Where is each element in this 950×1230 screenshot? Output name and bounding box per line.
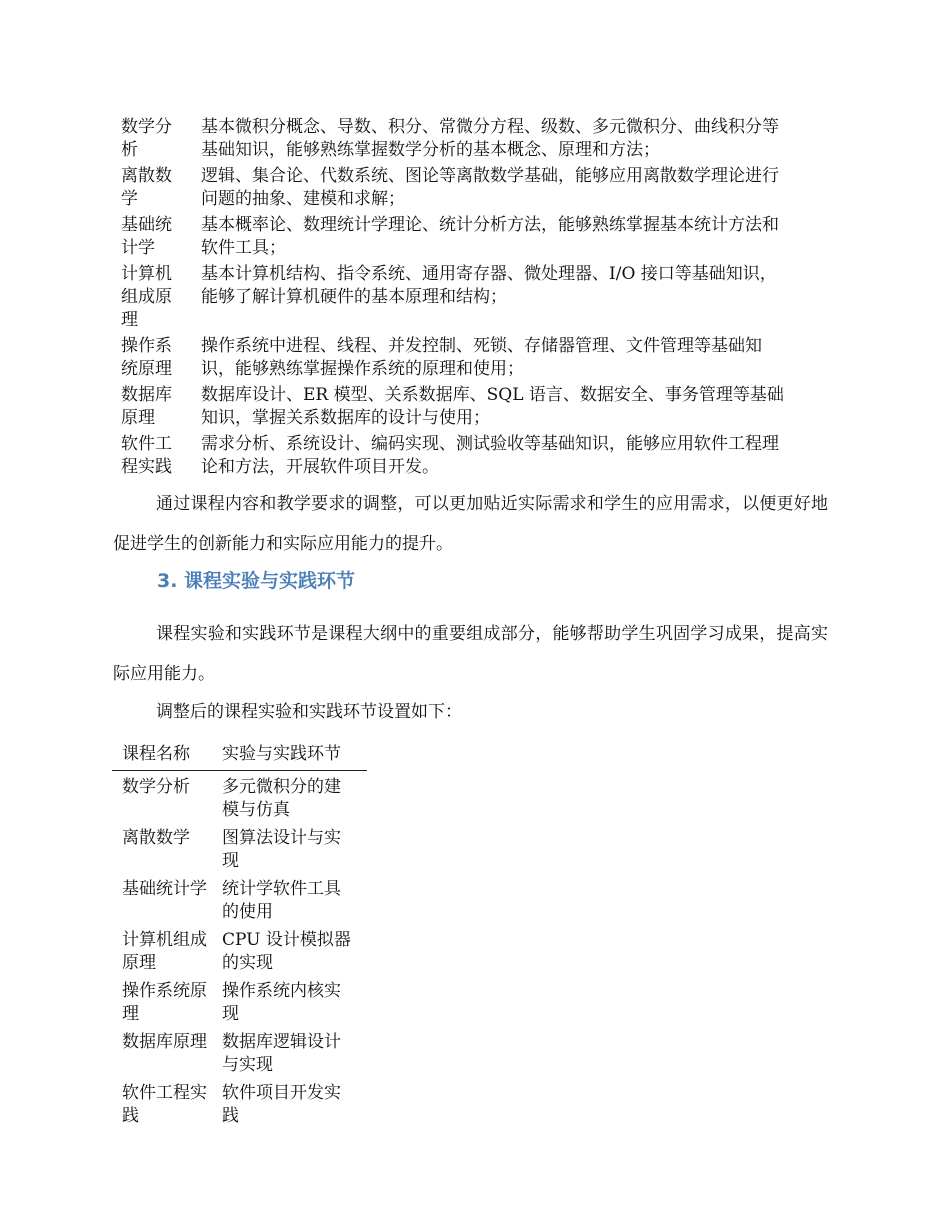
table-row [112, 776, 367, 822]
experiment-table [112, 743, 367, 1128]
experiment-item: 数据库逻辑设计与实现 [222, 1032, 341, 1075]
experiment-item: CPU 设计模拟器的实现 [222, 930, 351, 973]
course-name: 基础统计学 [121, 215, 172, 258]
lead-paragraph: 调整后的课程实验和实践环节设置如下： [156, 702, 462, 722]
course-name: 数学分析 [122, 777, 190, 797]
course-description: 基本概率论、数理统计学理论、统计分析方法，能够熟练掌握基本统计方法和软件工具； [201, 215, 779, 258]
course-name: 基础统计学 [122, 879, 207, 899]
table-row [112, 878, 367, 924]
course-description: 操作系统中进程、线程、并发控制、死锁、存储器管理、文件管理等基础知识，能够熟练掌握操作系统的原理和使用； [201, 336, 762, 379]
section-heading: 3. 课程实验与实践环节 [157, 570, 356, 592]
table-row [112, 929, 367, 975]
table-row [113, 116, 813, 162]
course-name: 离散数学 [122, 828, 190, 848]
course-name: 操作系统原理 [121, 336, 172, 379]
header-experiment: 实验与实践环节 [222, 744, 341, 764]
course-description: 基本微积分概念、导数、积分、常微分方程、级数、多元微积分、曲线积分等基础知识，能够熟练掌握数学分析的基本概念、原理和方法； [201, 117, 779, 160]
experiment-item: 操作系统内核实现 [222, 981, 341, 1024]
table-row [112, 1082, 367, 1128]
course-name: 离散数学 [121, 166, 172, 209]
course-name: 数据库原理 [121, 385, 172, 428]
table-row [113, 165, 813, 211]
table-row [112, 1031, 367, 1077]
experiment-item: 软件项目开发实践 [222, 1083, 341, 1126]
header-course-name: 课程名称 [122, 744, 190, 764]
course-name: 数据库原理 [122, 1032, 207, 1052]
course-description: 基本计算机结构、指令系统、通用寄存器、微处理器、I/O 接口等基础知识，能够了解计算机硬件的基本原理和结构； [201, 264, 777, 307]
course-name: 操作系统原理 [122, 981, 207, 1024]
experiment-item: 图算法设计与实现 [222, 828, 341, 871]
course-name: 软件工程实践 [121, 434, 172, 477]
table-row [113, 384, 813, 430]
table-header-row [112, 743, 367, 771]
course-description: 需求分析、系统设计、编码实现、测试验收等基础知识，能够应用软件工程理论和方法，开展软件项目开发。 [201, 434, 779, 477]
table-row [113, 335, 813, 381]
table-row [112, 980, 367, 1026]
experiment-item: 多元微积分的建模与仿真 [222, 777, 341, 820]
summary-paragraph: 通过课程内容和教学要求的调整，可以更加贴近实际需求和学生的应用需求，以便更好地促进学生的创新能力和实际应用能力的提升。 [113, 494, 828, 554]
table-row [113, 214, 813, 260]
course-name: 计算机组成原理 [121, 264, 172, 330]
table-row [113, 433, 813, 479]
experiment-item: 统计学软件工具的使用 [222, 879, 341, 922]
course-name: 数学分析 [121, 117, 172, 160]
intro-paragraph: 课程实验和实践环节是课程大纲中的重要组成部分，能够帮助学生巩固学习成果，提高实际应用能力。 [113, 624, 828, 684]
course-content-table [113, 116, 813, 482]
course-description: 逻辑、集合论、代数系统、图论等离散数学基础，能够应用离散数学理论进行问题的抽象、建模和求解； [201, 166, 779, 209]
course-description: 数据库设计、ER 模型、关系数据库、SQL 语言、数据安全、事务管理等基础知识，掌握关系数据库的设计与使用； [201, 385, 784, 428]
course-name: 计算机组成原理 [122, 930, 207, 973]
table-row [113, 263, 813, 332]
course-name: 软件工程实践 [122, 1083, 207, 1126]
table-row [112, 827, 367, 873]
